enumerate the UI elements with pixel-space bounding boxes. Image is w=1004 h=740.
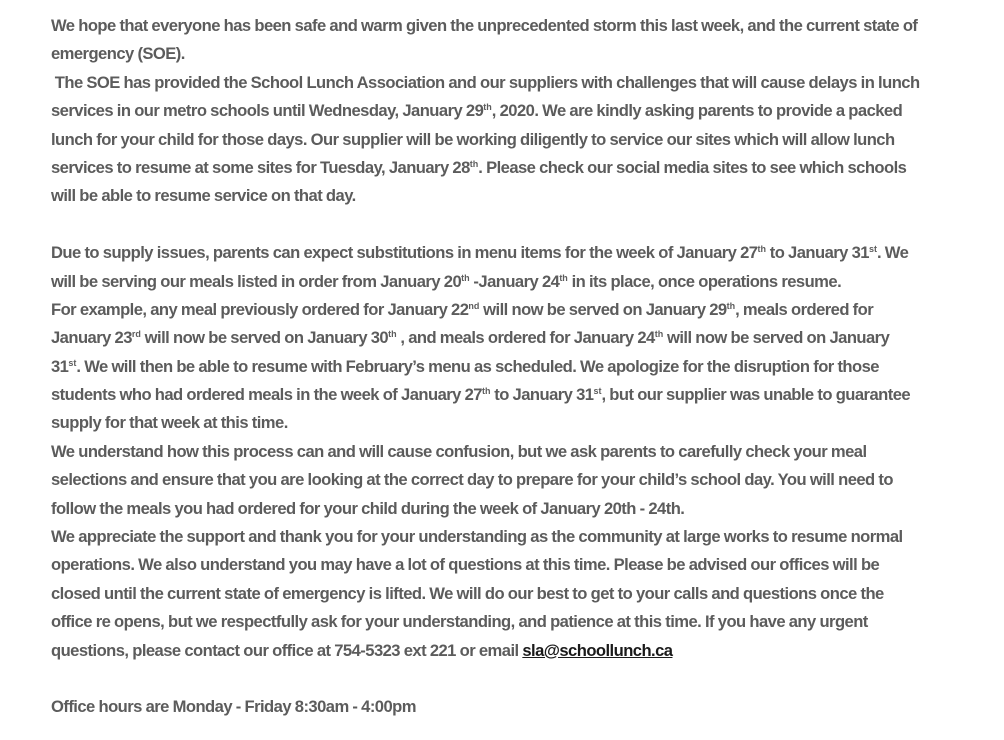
ordinal-suffix: th (654, 329, 664, 340)
paragraph-spacer (51, 211, 981, 239)
text-line: We understand how this process can and will cause confusion, but we ask parents to carefully check your meal (51, 441, 867, 461)
text-segment: . We (876, 243, 909, 263)
ordinal-suffix: th (388, 329, 397, 340)
ordinal-suffix: st (868, 244, 877, 255)
text-line (51, 381, 981, 409)
text-segment: services to resume at some sites for Tuesday, January 28 (51, 157, 470, 177)
ordinal-suffix: st (68, 357, 77, 368)
text-segment: questions, please contact our office at 754-5323 ext 221 or email (51, 640, 523, 660)
text-segment: , and meals ordered for January 24 (396, 328, 655, 348)
ordinal-suffix: th (481, 386, 491, 397)
paragraph-soe-delays (51, 69, 981, 211)
text-segment: , 2020. We are kindly asking parents to provide a packed (491, 101, 903, 121)
text-line (51, 353, 981, 381)
paragraph-menu-substitutions (51, 239, 981, 438)
text-line: We appreciate the support and thank you for your understanding as the community at large works to resume normal (51, 527, 903, 547)
ordinal-suffix: th (469, 158, 479, 169)
text-line (51, 69, 981, 97)
text-segment: in its place, once operations resume. (567, 271, 842, 291)
ordinal-suffix: rd (131, 329, 141, 340)
text-segment: . We will then be able to resume with February’s menu as scheduled. We apologize for the disruption for those (76, 356, 879, 376)
text-line: supply for that week at this time. (51, 413, 288, 433)
text-line (51, 97, 981, 125)
text-line (51, 324, 981, 352)
paragraph-spacer (51, 665, 981, 693)
text-segment: , but our supplier was unable to guarantee (601, 385, 911, 405)
ordinal-suffix: th (726, 300, 736, 311)
text-line: closed until the current state of emergency is lifted. We will do our best to get to your calls and questions once the (51, 583, 884, 603)
text-segment: January 23 (51, 328, 132, 348)
email-link[interactable]: sla@schoollunch.ca (522, 640, 673, 660)
text-segment: to January 31 (490, 385, 594, 405)
text-line: emergency (SOE). (51, 44, 185, 64)
paragraph-office-closure (51, 523, 981, 665)
text-segment: to January 31 (765, 243, 869, 263)
text-segment: will now be served on January (663, 328, 890, 348)
text-segment: 31 (51, 356, 69, 376)
text-line: operations. We also understand you may have a lot of questions at this time. Please be advised our offices will be (51, 555, 880, 575)
paragraph-storm-intro (51, 12, 981, 69)
text-segment: -January 24 (469, 271, 560, 291)
ordinal-suffix: th (461, 272, 470, 283)
text-line: will be able to resume service on that day. (51, 186, 356, 206)
text-segment: will be serving our meals listed in order from January 20 (51, 271, 462, 291)
text-segment: students who had ordered meals in the week of January 27 (51, 385, 482, 405)
text-line: office re opens, but we respectfully ask for your understanding, and patience at this time. If you have any urgent (51, 612, 868, 632)
office-hours: Office hours are Monday - Friday 8:30am - 4:00pm (51, 697, 416, 717)
text-segment: services in our metro schools until Wednesday, January 29 (51, 101, 484, 121)
text-segment: Due to supply issues, parents can expect substitutions in menu items for the week of January 27 (51, 243, 758, 263)
text-line (51, 637, 981, 665)
text-segment: will now be served on January 29 (479, 299, 727, 319)
paragraph-confusion-notice (51, 438, 981, 523)
ordinal-suffix: st (593, 386, 602, 397)
text-line (51, 268, 981, 296)
text-segment: . Please check our social media sites to see which schools (478, 157, 907, 177)
text-line: lunch for your child for those days. Our supplier will be working diligently to service our sites which will allow lunch (51, 129, 895, 149)
ordinal-suffix: th (757, 244, 766, 255)
text-segment: The SOE has provided the School Lunch Association and our suppliers with challenges that will cause delays in lunch (54, 72, 920, 92)
text-line (51, 296, 981, 324)
text-line: selections and ensure that you are looking at the correct day to prepare for your child’s school day. You will need to (51, 470, 893, 490)
text-line (51, 239, 981, 267)
ordinal-suffix: th (559, 272, 568, 283)
text-line: follow the meals you had ordered for your child during the week of January 20th - 24th. (51, 498, 685, 518)
ordinal-suffix: th (483, 102, 492, 113)
notice-document (51, 12, 981, 722)
text-line: We hope that everyone has been safe and warm given the unprecedented storm this last week, and the current state of (51, 16, 918, 35)
text-segment: will now be served on January 30 (140, 328, 389, 348)
text-line (51, 154, 981, 182)
ordinal-suffix: nd (468, 300, 480, 311)
text-segment: , meals ordered for (735, 299, 874, 319)
text-segment: For example, any meal previously ordered for January 22 (51, 299, 469, 319)
